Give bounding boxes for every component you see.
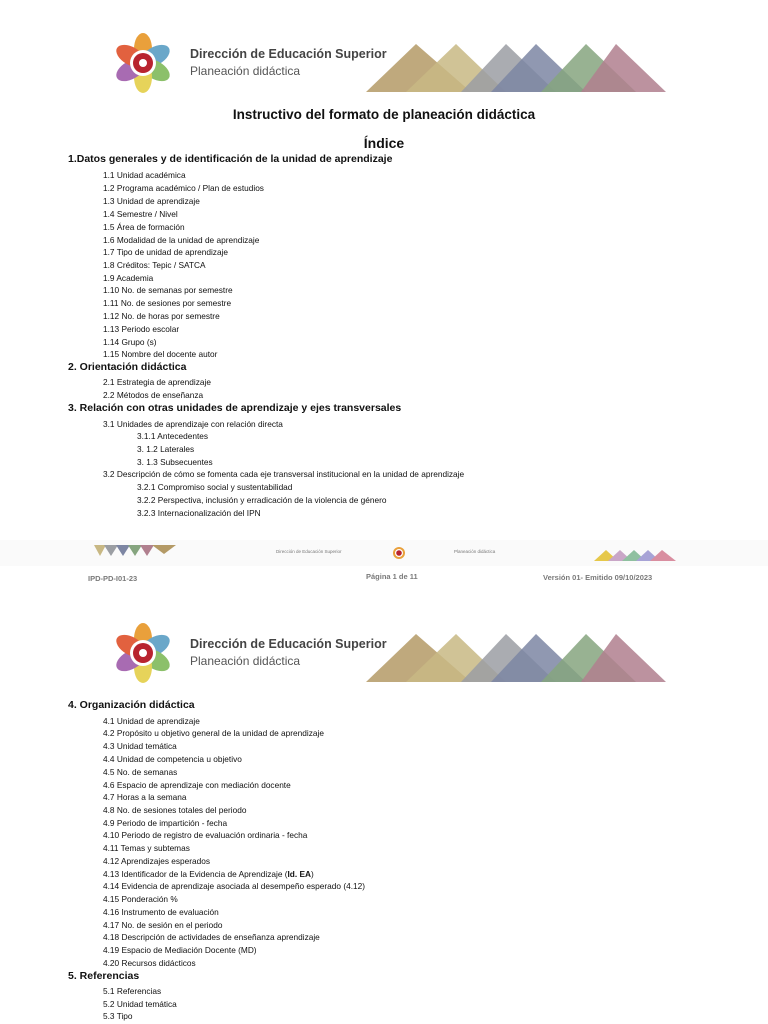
footer-brand-left: Dirección de Educación Superior — [276, 549, 342, 554]
index-item: 4.4 Unidad de competencia u objetivo — [103, 754, 242, 764]
index-item: 4.19 Espacio de Mediación Docente (MD) — [103, 945, 257, 955]
index-item: 1.10 No. de semanas por semestre — [103, 285, 233, 295]
index-item: 4.11 Temas y subtemas — [103, 843, 190, 853]
index-subitem: 3.2.1 Compromiso social y sustentabilidad — [137, 482, 293, 492]
index-item: 4.12 Aprendizajes esperados — [103, 856, 211, 866]
page1-header — [0, 22, 768, 102]
index-subitem: 3.2.2 Perspectiva, inclusión y erradicación de la violencia de género — [137, 495, 387, 505]
index-item: 3.2 Descripción de cómo se fomenta cada eje transversal institucional en la unidad de aprendizaje — [103, 469, 465, 479]
index-subitem: 3.2.3 Internacionalización del IPN — [137, 508, 261, 518]
index-item: 4.20 Recursos didácticos — [103, 958, 196, 968]
brand-title: Dirección de Educación Superior — [190, 637, 387, 651]
index-item: 1.13 Periodo escolar — [103, 324, 180, 334]
index-item: 1.11 No. de sesiones por semestre — [103, 298, 232, 308]
index-item: 4.15 Ponderación % — [103, 894, 178, 904]
index-item: 1.3 Unidad de aprendizaje — [103, 196, 200, 206]
footer-version: Versión 01- Emitido 09/10/2023 — [543, 573, 653, 582]
index-item: 2.1 Estrategia de aprendizaje — [103, 377, 211, 387]
index-item: 1.5 Área de formación — [103, 222, 185, 232]
index-item-end: ) — [311, 869, 314, 879]
index-subitem: 3. 1.3 Subsecuentes — [137, 457, 213, 467]
index-item: 1.8 Créditos: Tepic / SATCA — [103, 260, 206, 270]
index-item: 4.6 Espacio de aprendizaje con mediación docente — [103, 780, 291, 790]
index-item: 4.1 Unidad de aprendizaje — [103, 716, 200, 726]
index-item: 4.10 Periodo de registro de evaluación ordinaria - fecha — [103, 830, 308, 840]
index-item: 4.2 Propósito u objetivo general de la unidad de aprendizaje — [103, 728, 324, 738]
index-item: 4.14 Evidencia de aprendizaje asociada al desempeño esperado (4.12) — [103, 881, 365, 891]
index-item: 2.2 Métodos de enseñanza — [103, 390, 204, 400]
index-item: 5.2 Unidad temática — [103, 999, 177, 1009]
section-heading: 5. Referencias — [68, 970, 140, 982]
footer-document-code: IPD-PD-I01-23 — [88, 574, 138, 583]
decorative-triangle-band — [366, 22, 666, 102]
index-item: 4.7 Horas a la semana — [103, 792, 187, 802]
index-item: 1.1 Unidad académica — [103, 170, 186, 180]
index-item: 1.15 Nombre del docente autor — [103, 349, 218, 359]
index-item: 5.3 Tipo — [103, 1011, 133, 1021]
index-item: 4.17 No. de sesión en el periodo — [103, 920, 223, 930]
index-item: 1.14 Grupo (s) — [103, 337, 157, 347]
section-heading: 2. Orientación didáctica — [68, 361, 187, 373]
page2-header — [0, 612, 768, 692]
footer-logo-icon — [393, 547, 405, 559]
index-item: 3.1 Unidades de aprendizaje con relación directa — [103, 419, 283, 429]
section-heading: 4. Organización didáctica — [68, 699, 195, 711]
footer-page-number: Página 1 de 11 — [366, 572, 418, 581]
index-subitem: 3.1.1 Antecedentes — [137, 431, 209, 441]
index-item — [103, 869, 314, 879]
footer-decorative-band — [0, 540, 768, 566]
index-item: 1.7 Tipo de unidad de aprendizaje — [103, 247, 229, 257]
gear-flower-logo-icon — [110, 620, 176, 686]
index-item: 1.12 No. de horas por semestre — [103, 311, 220, 321]
gear-flower-logo-icon — [110, 30, 176, 96]
index-item: 4.3 Unidad temática — [103, 741, 177, 751]
decorative-triangle-band — [366, 612, 666, 692]
index-item: 1.9 Academia — [103, 273, 154, 283]
document-title: Instructivo del formato de planeación didáctica — [232, 107, 536, 122]
index-item: 5.1 Referencias — [103, 986, 162, 996]
index-item: 4.8 No. de sesiones totales del periodo — [103, 805, 247, 815]
index-title: Índice — [363, 135, 405, 151]
footer-brand-right: Planeación didáctica — [454, 549, 496, 554]
brand-subtitle: Planeación didáctica — [190, 64, 301, 78]
index-item: 1.2 Programa académico / Plan de estudios — [103, 183, 264, 193]
section-heading: 1.Datos generales y de identificación de la unidad de aprendizaje — [68, 153, 393, 165]
index-item: 4.5 No. de semanas — [103, 767, 178, 777]
index-item-text: 4.13 Identificador de la Evidencia de Aprendizaje ( — [103, 869, 288, 879]
index-item: 4.9 Periodo de impartición - fecha — [103, 818, 228, 828]
index-item: 1.4 Semestre / Nivel — [103, 209, 178, 219]
index-subitem: 3. 1.2 Laterales — [137, 444, 195, 454]
brand-title: Dirección de Educación Superior — [190, 47, 387, 61]
section-heading: 3. Relación con otras unidades de aprendizaje y ejes transversales — [68, 402, 402, 414]
brand-subtitle: Planeación didáctica — [190, 654, 301, 668]
index-item-bold: Id. EA — [287, 869, 312, 879]
index-item: 4.16 Instrumento de evaluación — [103, 907, 219, 917]
index-item: 1.6 Modalidad de la unidad de aprendizaje — [103, 235, 260, 245]
index-item: 4.18 Descripción de actividades de enseñanza aprendizaje — [103, 932, 320, 942]
